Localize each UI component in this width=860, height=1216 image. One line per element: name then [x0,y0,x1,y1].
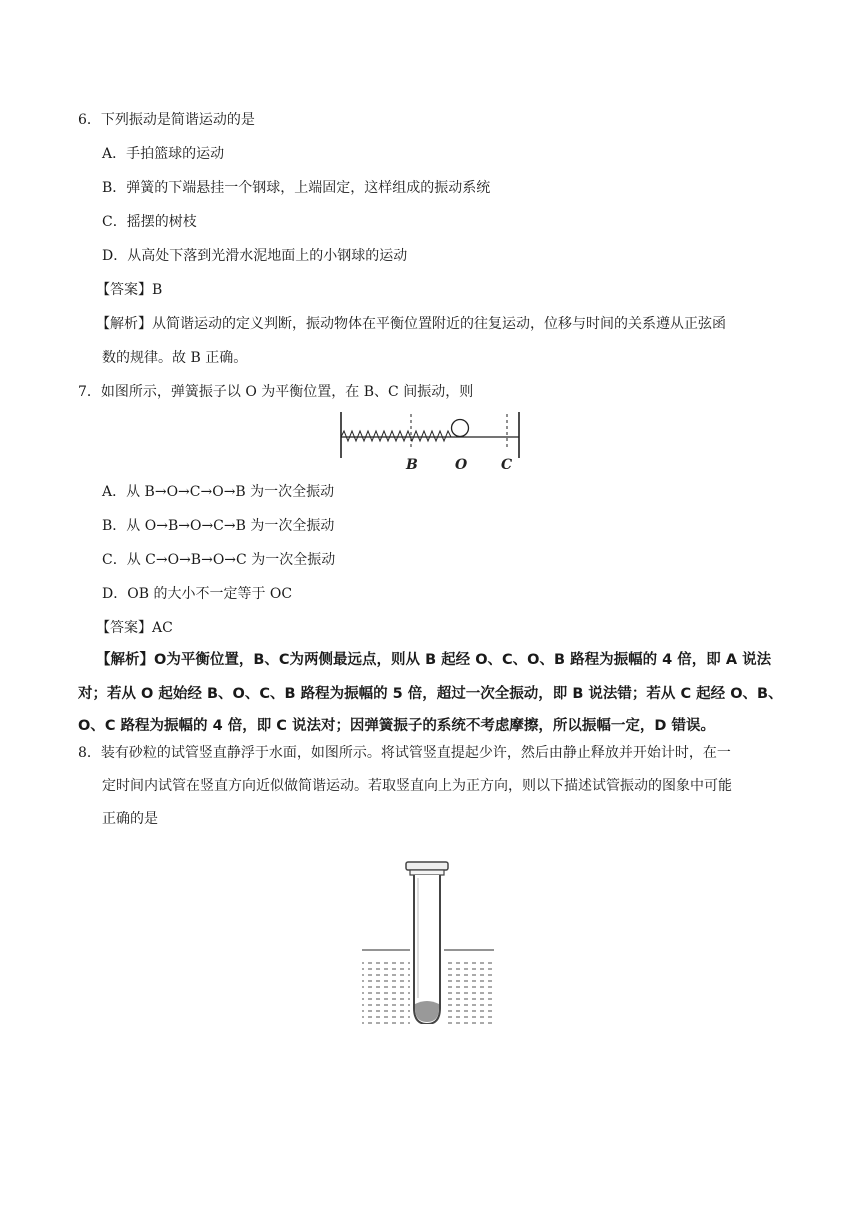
spring-oscillator-figure [335,406,525,476]
q6-option-c: C．摇摆的树枝 [102,214,197,230]
q8-number: 8． [78,745,101,761]
q6-analysis-line2: 数的规律。故 B 正确。 [102,350,248,366]
q6-stem-text: 下列振动是简谐运动的是 [100,112,255,128]
oscillator-ball [452,420,469,437]
q7-option-c: C．从 C→O→B→O→C 为一次全振动 [102,552,336,568]
sand-grains [415,1001,439,1022]
q6-analysis-line1: 【解析】从简谐运动的定义判断，振动物体在平衡位置附近的往复运动，位移与时间的关系遵从正弦函 [96,316,726,332]
q7-analysis-line3: O、C 路程为振幅的 4 倍，即 C 说法对；因弹簧振子的系统不考虑摩擦，所以振幅一定，D 错误。 [78,718,716,734]
q7-number: 7． [78,384,101,400]
q6-option-b: B．弹簧的下端悬挂一个钢球，上端固定，这样组成的振动系统 [102,180,491,196]
q6-stem [78,110,255,130]
q7-option-a: A．从 B→O→C→O→B 为一次全振动 [102,484,335,500]
q7-stem [78,382,473,402]
q8-stem-line3: 正确的是 [102,811,158,827]
q7-analysis-line2: 对；若从 O 起始经 B、O、C、B 路程为振幅的 5 倍，超过一次全振动，即 B 说法错；若从 C 起经 O、B、 [78,686,783,702]
test-tube-figure [360,858,496,1024]
q7-answer: 【答案】AC [96,620,173,636]
tube-rim [406,862,448,870]
q7-option-b: B．从 O→B→O→C→B 为一次全振动 [102,518,335,534]
label-c: C [501,457,513,473]
q7-stem-text: 如图所示，弹簧振子以 O 为平衡位置，在 B、C 间振动，则 [100,384,474,400]
q6-number: 6． [78,112,101,128]
q8-stem-line2: 定时间内试管在竖直方向近似做简谐运动。若取竖直向上为正方向，则以下描述试管振动的图象中可能 [102,778,732,794]
q6-option-a: A．手拍篮球的运动 [102,146,225,162]
label-b: B [406,457,418,473]
q8-stem-line1 [78,743,731,763]
label-o: O [455,457,468,473]
q6-answer: 【答案】B [96,282,163,298]
spring [341,431,451,441]
q7-option-d: D．OB 的大小不一定等于 OC [102,586,293,602]
q7-analysis-line1: 【解析】O为平衡位置，B、C为两侧最远点，则从 B 起经 O、C、O、B 路程为振幅的 4 倍，即 A 说法 [96,652,772,668]
q6-option-d: D．从高处下落到光滑水泥地面上的小钢球的运动 [102,248,408,264]
q8-stem-text-1: 装有砂粒的试管竖直静浮于水面，如图所示。将试管竖直提起少许，然后由静止释放并开始计时，在一 [100,745,731,761]
